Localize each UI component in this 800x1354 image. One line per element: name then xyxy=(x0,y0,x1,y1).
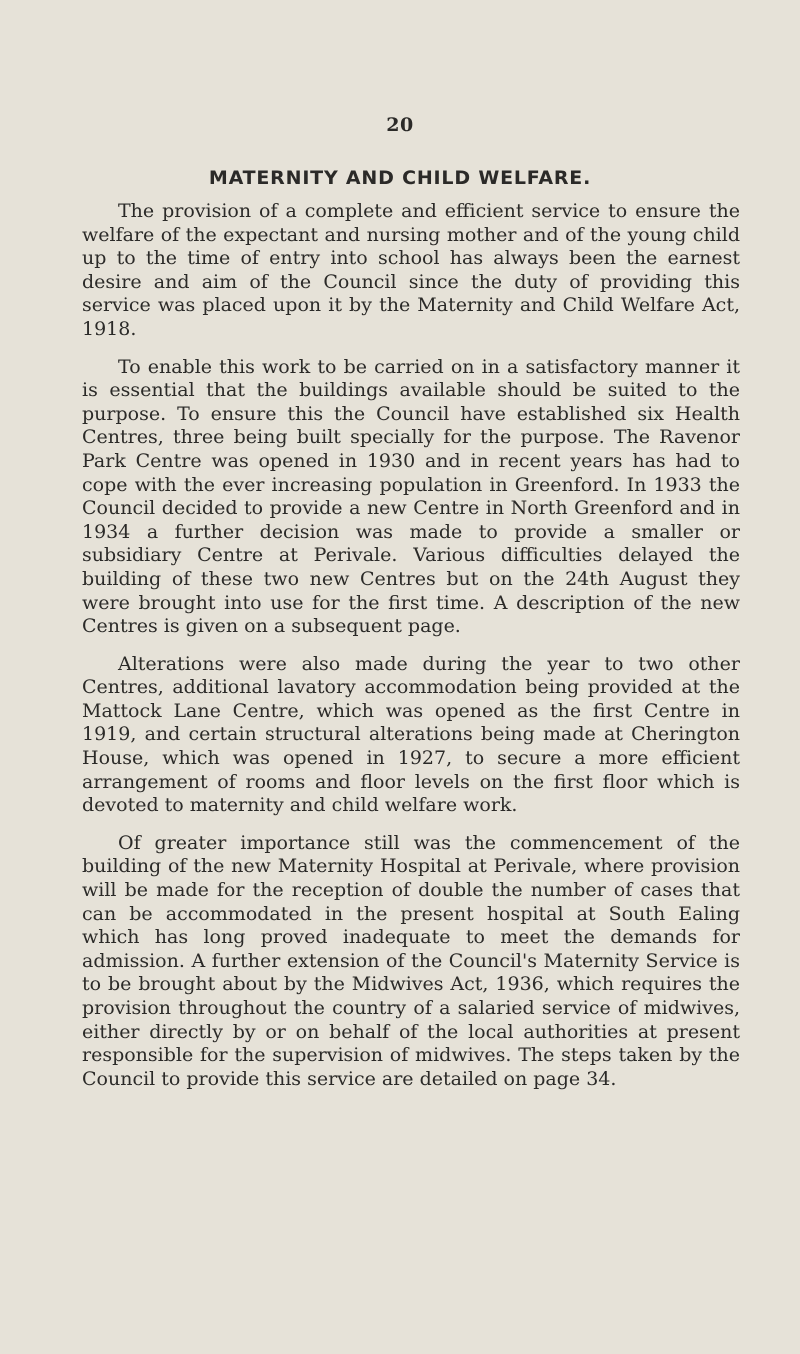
body-text xyxy=(82,200,740,1105)
paragraph-2: To enable this work to be carried on in a satisfactory manner it is essential that the buildings available should be suited to the purpose. To ensure this the Council have established six Health Centres, three being built specially for the purpose. The Ravenor Park Centre was opened in 1930 and in recent years has had to cope with the ever increasing population in Greenford. In 1933 the Council decided to provide a new Centre in North Greenford and in 1934 a further decision was made to provide a smaller or subsidiary Centre at Perivale. Various difficulties delayed the building of these two new Centres but on the 24th August they were brought into use for the first time. A description of the new Centres is given on a subsequent page. xyxy=(82,355,740,638)
paragraph-1: The provision of a complete and efficient service to ensure the welfare of the expectant and nursing mother and of the young child up to the time of entry into school has always been the earnest desire and aim of the Council since the duty of providing this service was placed upon it by the Maternity and Child Welfare Act, 1918. xyxy=(82,200,740,340)
paragraph-3: Alterations were also made during the year to two other Centres, additional lavatory accommodation being provided at the Mattock Lane Centre, which was opened as the first Centre in 1919, and certain structural alterations being made at Cherington House, which was opened in 1927, to secure a more efficient arrangement of rooms and floor levels on the first floor which is devoted to maternity and child welfare work. xyxy=(82,652,740,817)
page-title: MATERNITY AND CHILD WELFARE. xyxy=(208,167,592,189)
paragraph-4: Of greater importance still was the commencement of the building of the new Maternity Hospital at Perivale, where provision will be made for the reception of double the number of cases that can be accommodated in the present hospital at South Ealing which has long proved inadequate to meet the demands for admission. A further extension of the Council's Maternity Service is to be brought about by the Midwives Act, 1936, which requires the provision throughout the country of a salaried service of midwives, either directly by or on behalf of the local authorities at present responsible for the supervision of midwives. The steps taken by the Council to provide this service are detailed on page 34. xyxy=(82,831,740,1090)
page-number: 20 xyxy=(386,114,414,136)
